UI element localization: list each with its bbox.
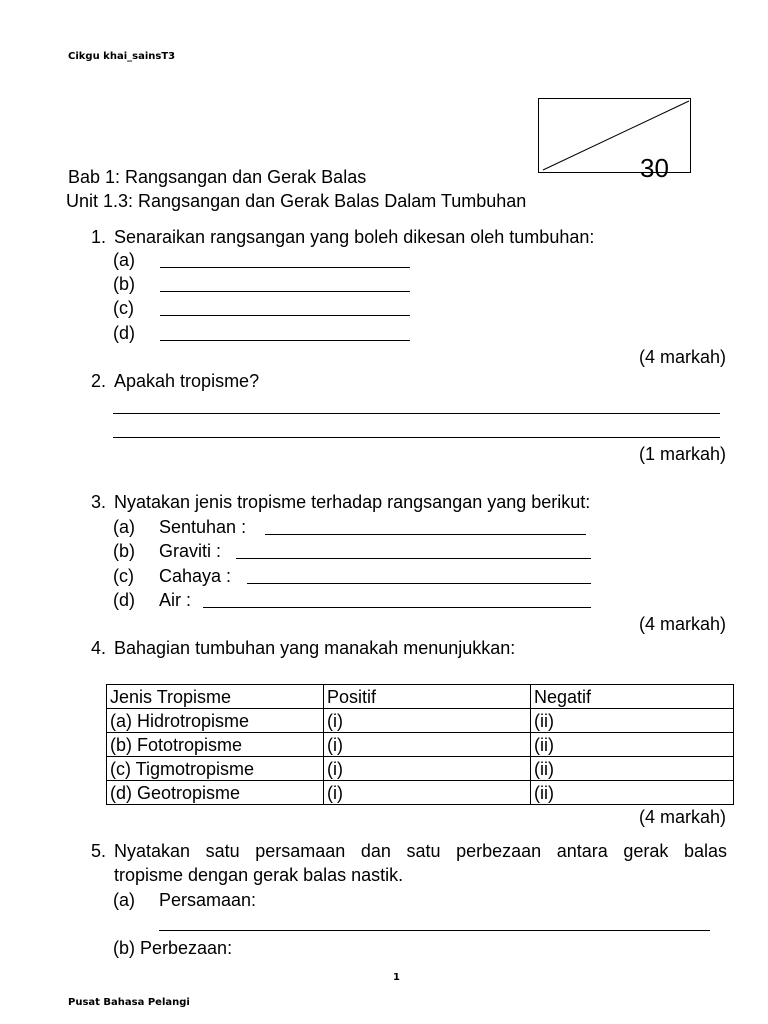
table-cell[interactable]: (i) xyxy=(324,733,531,757)
table-row xyxy=(107,733,734,757)
q4-marks: (4 markah) xyxy=(638,807,726,827)
table-cell[interactable]: (i) xyxy=(324,757,531,781)
q3-marks: (4 markah) xyxy=(638,614,726,634)
chapter-title: Bab 1: Rangsangan dan Gerak Balas xyxy=(68,167,367,187)
q3-text: Nyatakan jenis tropisme terhadap rangsangan yang berikut: xyxy=(114,492,591,512)
table-cell: (c) Tigmotropisme xyxy=(107,757,324,781)
table-cell: (a) Hidrotropisme xyxy=(107,709,324,733)
q3-item-b-label: Graviti : xyxy=(159,541,222,561)
q3-item-a-letter: (a) xyxy=(113,517,135,537)
table-cell[interactable]: (i) xyxy=(324,709,531,733)
table-cell[interactable]: (ii) xyxy=(531,781,734,805)
q5-text-line-1: Nyatakan satu persamaan dan satu perbezaan antara gerak balas xyxy=(114,841,727,861)
q1-answer-line-c[interactable] xyxy=(160,315,410,316)
table-cell[interactable]: (ii) xyxy=(531,733,734,757)
q1-answer-line-a[interactable] xyxy=(160,267,410,268)
table-header-cell: Jenis Tropisme xyxy=(107,685,324,709)
q2-answer-line-2[interactable] xyxy=(113,437,720,438)
table-row xyxy=(107,709,734,733)
table-row xyxy=(107,781,734,805)
table-row xyxy=(107,757,734,781)
table-cell[interactable]: (ii) xyxy=(531,757,734,781)
q3-item-d-label: Air : xyxy=(159,590,192,610)
unit-title: Unit 1.3: Rangsangan dan Gerak Balas Dalam Tumbuhan xyxy=(66,191,527,211)
q1-number: 1. xyxy=(91,227,107,247)
q3-item-c-label: Cahaya : xyxy=(159,566,232,586)
table-cell: (b) Fototropisme xyxy=(107,733,324,757)
q1-item-b: (b) xyxy=(113,274,135,294)
q1-text: Senaraikan rangsangan yang boleh dikesan oleh tumbuhan: xyxy=(114,227,595,247)
total-score: 30 xyxy=(640,153,669,183)
q5-answer-line-a[interactable] xyxy=(159,930,710,931)
q4-text: Bahagian tumbuhan yang manakah menunjukkan: xyxy=(114,638,516,658)
q5-number: 5. xyxy=(91,841,107,861)
table-cell: (d) Geotropisme xyxy=(107,781,324,805)
q3-answer-line-b[interactable] xyxy=(236,558,591,559)
q3-item-a-label: Sentuhan : xyxy=(159,517,247,537)
q3-answer-line-a[interactable] xyxy=(265,534,586,535)
q3-item-d-letter: (d) xyxy=(113,590,135,610)
q1-item-a: (a) xyxy=(113,250,135,270)
q2-marks: (1 markah) xyxy=(638,444,726,464)
q3-answer-line-c[interactable] xyxy=(247,583,591,584)
q3-item-b-letter: (b) xyxy=(113,541,135,561)
q1-answer-line-d[interactable] xyxy=(160,340,410,341)
q5-part-b-label: (b) Perbezaan: xyxy=(113,938,233,958)
table-header-cell: Positif xyxy=(324,685,531,709)
table-header-cell: Negatif xyxy=(531,685,734,709)
q3-item-c-letter: (c) xyxy=(113,566,134,586)
table-header-row xyxy=(107,685,734,709)
q5-part-a-label: Persamaan: xyxy=(159,890,257,910)
table-cell[interactable]: (ii) xyxy=(531,709,734,733)
q2-text: Apakah tropisme? xyxy=(114,371,260,391)
q1-item-c: (c) xyxy=(113,298,134,318)
tropism-table xyxy=(106,684,734,805)
publisher-footer: Pusat Bahasa Pelangi xyxy=(68,997,190,1008)
q1-marks: (4 markah) xyxy=(638,347,726,367)
q2-answer-line-1[interactable] xyxy=(113,413,720,414)
q1-item-d: (d) xyxy=(113,323,135,343)
author-header: Cikgu khai_sainsT3 xyxy=(68,51,176,62)
score-diagonal xyxy=(539,99,692,174)
q5-text-line-2: tropisme dengan gerak balas nastik. xyxy=(114,865,404,885)
q3-number: 3. xyxy=(91,492,107,512)
q4-number: 4. xyxy=(91,638,107,658)
q2-number: 2. xyxy=(91,371,107,391)
table-cell[interactable]: (i) xyxy=(324,781,531,805)
q3-answer-line-d[interactable] xyxy=(203,607,591,608)
q1-answer-line-b[interactable] xyxy=(160,291,410,292)
page-number: 1 xyxy=(393,972,400,983)
q5-part-a-letter: (a) xyxy=(113,890,135,910)
